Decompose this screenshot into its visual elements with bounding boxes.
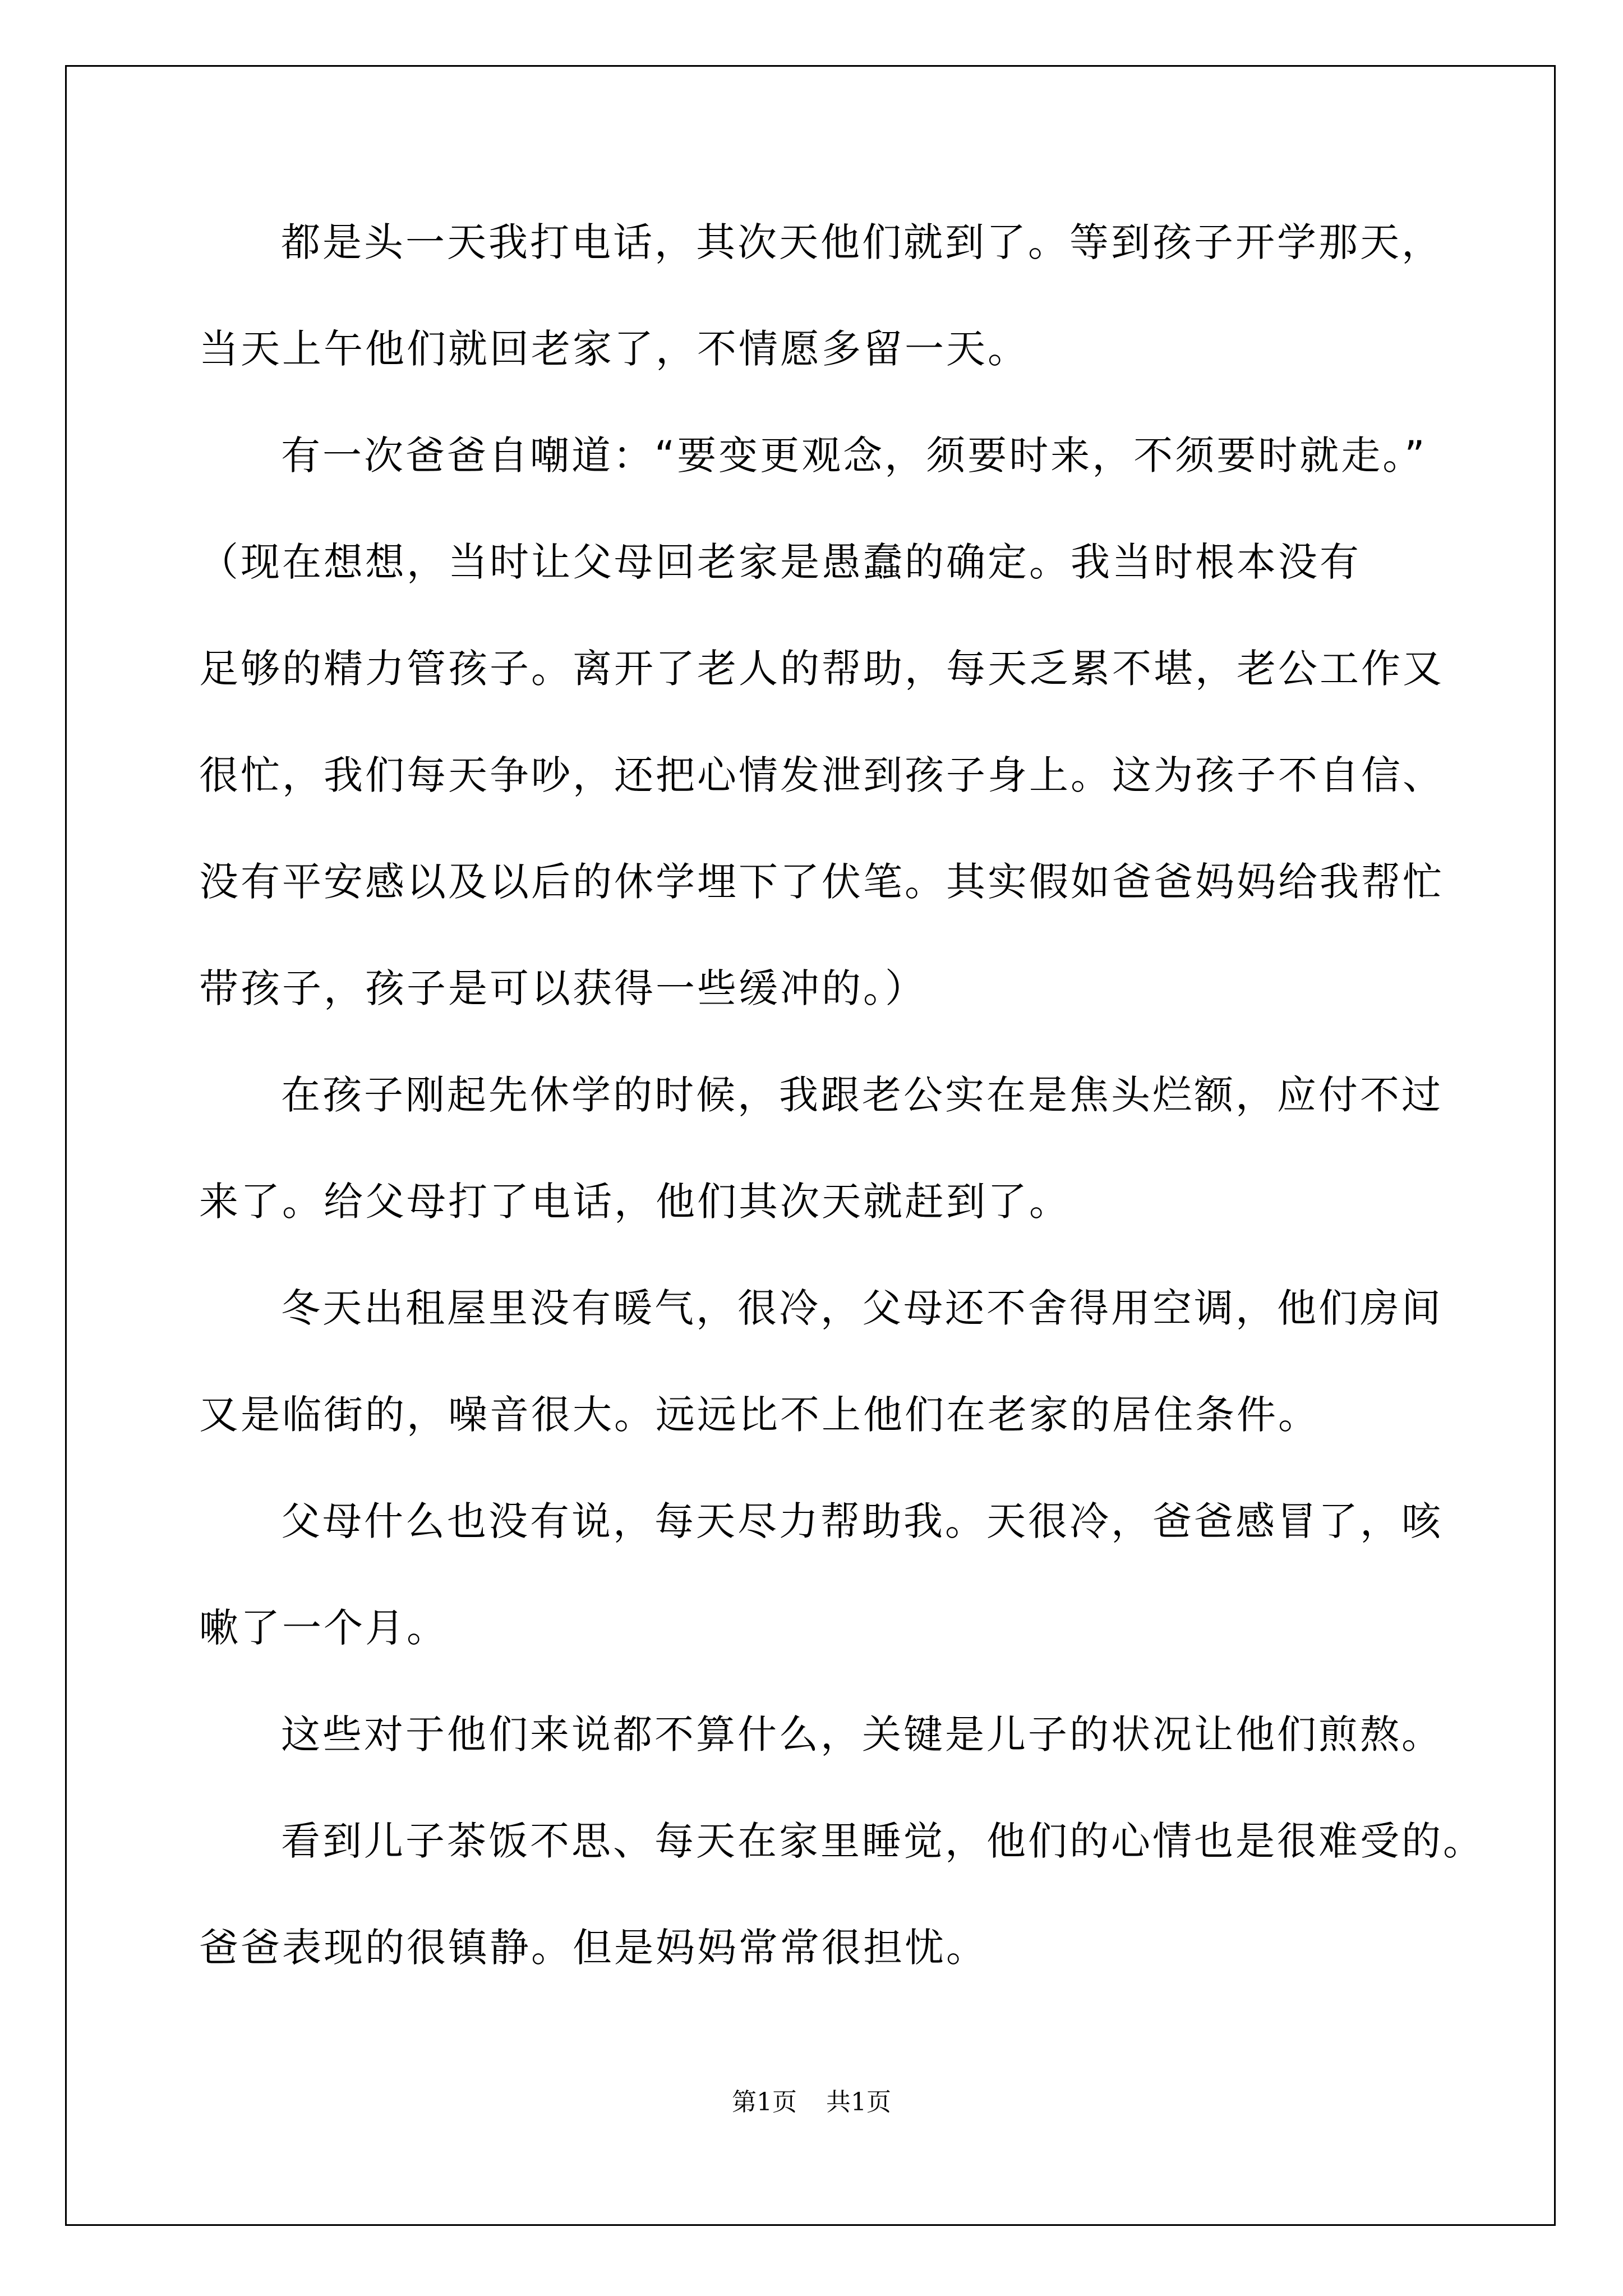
- text-line: 在孩子刚起先休学的时候，我跟老公实在是焦头烂额，应付不过: [281, 1072, 1443, 1118]
- text-line: 有一次爸爸自嘲道：“要变更观念，须要时来，不须要时就走。”: [281, 432, 1427, 478]
- text-line: 又是临街的，噪音很大。远远比不上他们在老家的居住条件。: [199, 1392, 1320, 1438]
- text-line: 很忙，我们每天争吵，还把心情发泄到孩子身上。这为孩子不自信、: [199, 752, 1444, 798]
- text-line: （现在想想，当时让父母回老家是愚蠢的确定。我当时根本没有: [199, 539, 1361, 585]
- text-line: 爸爸表现的很镇静。但是妈妈常常很担忧。: [199, 1925, 988, 1971]
- text-line: 足够的精力管孩子。离开了老人的帮助，每天乏累不堪，老公工作又: [199, 646, 1444, 692]
- text-line: 来了。给父母打了电话，他们其次天就赶到了。: [199, 1179, 1071, 1225]
- text-line: 没有平安感以及以后的休学埋下了伏笔。其实假如爸爸妈妈给我帮忙: [199, 859, 1444, 905]
- text-line: 当天上午他们就回老家了，不情愿多留一天。: [199, 326, 1029, 372]
- text-line: 都是头一天我打电话，其次天他们就到了。等到孩子开学那天，: [281, 219, 1443, 265]
- text-line: 这些对于他们来说都不算什么，关键是儿子的状况让他们煎熬。: [281, 1711, 1443, 1757]
- text-line: 嗽了一个月。: [199, 1605, 448, 1651]
- text-line: 父母什么也没有说，每天尽力帮助我。天很冷，爸爸感冒了，咳: [281, 1498, 1443, 1544]
- document-body: [199, 213, 1484, 2025]
- text-line: 带孩子，孩子是可以获得一些缓冲的。）: [199, 965, 926, 1011]
- text-line: 冬天出租屋里没有暖气，很冷，父母还不舍得用空调，他们房间: [281, 1285, 1443, 1331]
- page-number-current: 第1页: [732, 2088, 797, 2116]
- text-line: 看到儿子茶饭不思、每天在家里睡觉，他们的心情也是很难受的。: [281, 1818, 1484, 1864]
- page-number-total: 共1页: [826, 2088, 891, 2116]
- page-footer: [0, 2086, 1623, 2119]
